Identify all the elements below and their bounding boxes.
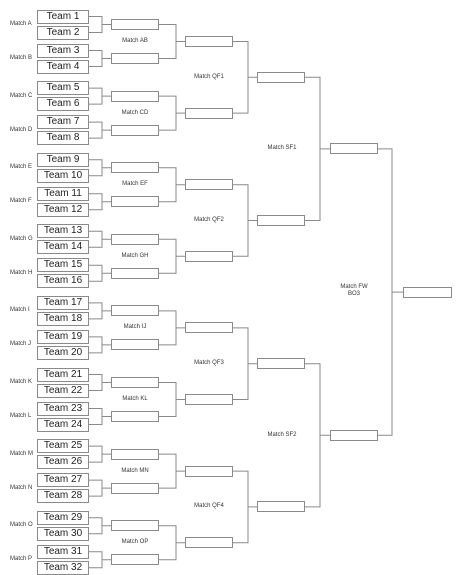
team-name-box: Team 9 xyxy=(37,153,89,167)
round1-winner-slot xyxy=(111,234,159,245)
round2-winner-slot xyxy=(185,394,233,405)
group-match-label: Match F xyxy=(10,198,32,205)
team-name-box: Team 20 xyxy=(37,346,89,360)
team-name-box: Team 12 xyxy=(37,203,89,217)
round2-connector xyxy=(159,383,185,417)
team-name-box: Team 6 xyxy=(37,97,89,111)
group-connector xyxy=(89,480,111,496)
team-name-box: Team 15 xyxy=(37,258,89,272)
group-connector xyxy=(89,446,111,462)
round1-winner-slot xyxy=(111,305,159,316)
group-match-label: Match A xyxy=(10,21,32,27)
round2-winner-slot xyxy=(185,322,233,333)
group-connector xyxy=(89,265,111,281)
group-match-label: Match P xyxy=(10,556,33,563)
group-connector xyxy=(89,194,111,210)
team-name-box: Team 5 xyxy=(37,81,89,95)
quarterfinal-match-label: Match QF3 xyxy=(194,360,224,367)
team-name-box: Team 24 xyxy=(37,418,89,432)
team-name-box: Team 8 xyxy=(37,131,89,145)
quarterfinal-winner-slot xyxy=(257,501,305,512)
team-name-box: Team 23 xyxy=(37,402,89,416)
group-match-label: Match G xyxy=(10,235,33,242)
team-name-box: Team 27 xyxy=(37,473,89,487)
group-match-label: Match K xyxy=(10,379,33,385)
round2-match-label: Match KL xyxy=(122,396,148,402)
semifinal-match-label: Match SF1 xyxy=(267,145,297,152)
round1-winner-slot xyxy=(111,411,159,422)
group-connector xyxy=(89,303,111,319)
final-connector xyxy=(378,149,403,435)
round1-winner-slot xyxy=(111,449,159,460)
quarterfinal-winner-slot xyxy=(257,215,305,226)
round2-winner-slot xyxy=(185,108,233,119)
round2-connector xyxy=(159,526,185,560)
round2-connector xyxy=(159,239,185,273)
group-match-label: Match D xyxy=(10,126,33,133)
round2-match-label: Match GH xyxy=(121,252,149,259)
round1-winner-slot xyxy=(111,377,159,388)
round2-winner-slot xyxy=(185,251,233,262)
team-name-box: Team 4 xyxy=(37,60,89,74)
team-name-box: Team 1 xyxy=(37,10,89,24)
round2-match-label: Match CD xyxy=(121,109,149,116)
round2-connector xyxy=(159,25,185,59)
team-name-box: Team 22 xyxy=(37,384,89,398)
group-connector xyxy=(89,51,111,67)
group-connector xyxy=(89,122,111,138)
round1-winner-slot xyxy=(111,162,159,173)
team-name-box: Team 28 xyxy=(37,489,89,503)
group-match-label: Match M xyxy=(10,450,34,457)
team-name-box: Team 7 xyxy=(37,115,89,129)
round1-winner-slot xyxy=(111,196,159,207)
team-name-box: Team 13 xyxy=(37,224,89,238)
round2-match-label: Match IJ xyxy=(123,324,147,331)
round1-winner-slot xyxy=(111,339,159,350)
quarterfinal-match-label: Match QF1 xyxy=(194,73,224,80)
group-match-label: Match L xyxy=(10,413,32,419)
round1-winner-slot xyxy=(111,520,159,531)
group-match-label: Match C xyxy=(10,92,33,99)
round1-winner-slot xyxy=(111,19,159,30)
team-name-box: Team 21 xyxy=(37,368,89,382)
round2-winner-slot xyxy=(185,36,233,47)
team-name-box: Team 16 xyxy=(37,274,89,288)
round1-winner-slot xyxy=(111,268,159,279)
round2-match-label: Match OP xyxy=(121,539,149,546)
team-name-box: Team 25 xyxy=(37,439,89,453)
quarterfinal-winner-slot xyxy=(257,358,305,369)
semifinal-winner-slot xyxy=(330,430,378,441)
round1-winner-slot xyxy=(111,125,159,136)
group-connector xyxy=(89,518,111,534)
quarterfinal-connector xyxy=(233,42,257,114)
group-match-label: Match B xyxy=(10,55,33,61)
team-name-box: Team 10 xyxy=(37,169,89,183)
round2-connector xyxy=(159,454,185,488)
team-name-box: Team 17 xyxy=(37,296,89,310)
group-connector xyxy=(89,231,111,247)
group-connector xyxy=(89,375,111,391)
round1-winner-slot xyxy=(111,53,159,64)
round2-winner-slot xyxy=(185,466,233,477)
team-name-box: Team 18 xyxy=(37,312,89,326)
semifinal-connector xyxy=(305,77,330,220)
team-name-box: Team 29 xyxy=(37,511,89,525)
round2-winner-slot xyxy=(185,537,233,548)
quarterfinal-connector xyxy=(233,328,257,400)
round1-winner-slot xyxy=(111,554,159,565)
group-connector xyxy=(89,409,111,425)
group-connector xyxy=(89,88,111,104)
team-name-box: Team 3 xyxy=(37,44,89,58)
group-connector xyxy=(89,337,111,353)
semifinal-winner-slot xyxy=(330,143,378,154)
round2-match-label: Match EF xyxy=(122,181,148,188)
group-match-label: Match N xyxy=(10,484,33,491)
group-match-label: Match J xyxy=(10,341,32,348)
round2-winner-slot xyxy=(185,179,233,190)
team-name-box: Team 30 xyxy=(37,527,89,541)
round2-connector xyxy=(159,96,185,130)
group-match-label: Match I xyxy=(10,307,30,314)
team-name-box: Team 11 xyxy=(37,187,89,201)
group-match-label: Match H xyxy=(10,269,33,276)
semifinal-connector xyxy=(305,364,330,507)
group-connector xyxy=(89,160,111,176)
team-name-box: Team 19 xyxy=(37,330,89,344)
team-name-box: Team 14 xyxy=(37,240,89,254)
group-connector xyxy=(89,552,111,568)
quarterfinal-connector xyxy=(233,185,257,257)
round2-connector xyxy=(159,168,185,202)
group-match-label: Match O xyxy=(10,522,33,529)
round2-connector xyxy=(159,311,185,345)
round1-winner-slot xyxy=(111,483,159,494)
group-match-label: Match E xyxy=(10,164,33,171)
final-match-label: Match FW xyxy=(340,284,368,291)
round1-winner-slot xyxy=(111,91,159,102)
team-name-box: Team 2 xyxy=(37,26,89,40)
team-name-box: Team 26 xyxy=(37,455,89,469)
quarterfinal-match-label: Match QF2 xyxy=(194,217,224,223)
team-name-box: Team 31 xyxy=(37,545,89,559)
quarterfinal-connector xyxy=(233,471,257,543)
quarterfinal-winner-slot xyxy=(257,72,305,83)
team-name-box: Team 32 xyxy=(37,561,89,575)
group-connector xyxy=(89,17,111,33)
champion-slot xyxy=(403,287,452,298)
round2-match-label: Match AB xyxy=(122,38,148,44)
round2-match-label: Match MN xyxy=(121,467,149,474)
final-format-label: BO3 xyxy=(347,291,361,298)
semifinal-match-label: Match SF2 xyxy=(267,431,297,438)
quarterfinal-match-label: Match QF4 xyxy=(194,503,224,510)
